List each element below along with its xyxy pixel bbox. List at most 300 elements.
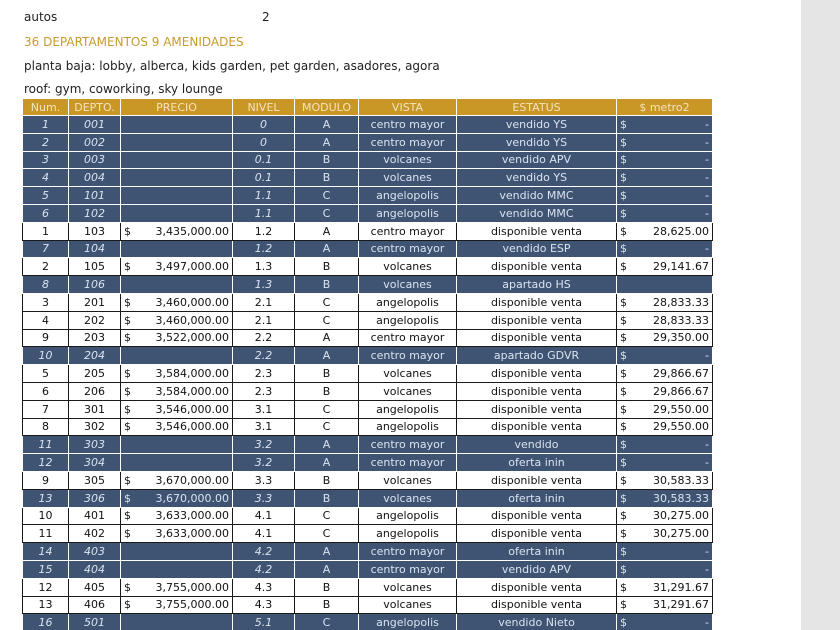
cell-num: 2 [23,133,69,151]
cell-num: 6 [23,382,69,400]
cell-num: 1 [23,222,69,240]
cell-num: 7 [23,400,69,418]
cell-precio [121,116,233,134]
cell-estatus: disponible venta [457,471,617,489]
cell-estatus: apartado HS [457,276,617,294]
cell-nivel: 4.2 [233,543,295,561]
price-value: 3,755,000.00 [155,580,229,594]
cell-estatus: disponible venta [457,382,617,400]
table-row [23,471,713,489]
price-value: 3,633,000.00 [155,527,229,541]
currency-symbol: $ [620,367,627,381]
currency-symbol: $ [620,135,627,149]
currency-symbol: $ [620,616,627,630]
table-row [23,454,713,472]
currency-symbol: $ [620,242,627,256]
cell-precio [121,471,233,489]
cell-precio [121,418,233,436]
cell-metro2 [617,258,713,276]
cell-precio [121,311,233,329]
table-row [23,525,713,543]
metro2-value: - [705,562,709,576]
price-value: 3,633,000.00 [155,509,229,523]
currency-symbol: $ [124,384,131,398]
cell-nivel: 4.3 [233,596,295,614]
table-row [23,560,713,578]
cell-metro2 [617,436,713,454]
cell-nivel: 4.1 [233,507,295,525]
col-header-precio: PRECIO [121,99,233,116]
cell-estatus: vendido APV [457,560,617,578]
cell-metro2 [617,543,713,561]
cell-vista: volcanes [359,258,457,276]
cell-precio [121,222,233,240]
cell-vista: centro mayor [359,347,457,365]
cell-num: 11 [23,436,69,454]
currency-symbol: $ [620,562,627,576]
cell-modulo: A [295,329,359,347]
cell-metro2 [617,507,713,525]
cell-num: 12 [23,578,69,596]
table-row [23,614,713,630]
cell-precio [121,614,233,630]
currency-symbol: $ [620,331,627,345]
metro2-value: 29,550.00 [653,420,709,434]
cell-modulo: B [295,578,359,596]
currency-symbol: $ [620,153,627,167]
apartments-table [22,98,713,630]
cell-num: 10 [23,347,69,365]
currency-symbol: $ [124,295,131,309]
cell-vista: volcanes [359,169,457,187]
cell-vista: volcanes [359,382,457,400]
cell-depto: 204 [69,347,121,365]
currency-symbol: $ [620,117,627,131]
cell-precio [121,596,233,614]
cell-vista: centro mayor [359,436,457,454]
cell-depto: 101 [69,187,121,205]
cell-metro2 [617,311,713,329]
table-header-row [23,99,713,116]
table-row [23,204,713,222]
metro2-value: - [705,456,709,470]
cell-nivel: 4.2 [233,560,295,578]
currency-symbol: $ [124,580,131,594]
cell-num: 1 [23,116,69,134]
metro2-value: - [705,117,709,131]
cell-modulo: C [295,293,359,311]
cell-depto: 406 [69,596,121,614]
cell-vista: angelopolis [359,400,457,418]
currency-symbol: $ [620,206,627,220]
cell-modulo: B [295,471,359,489]
cell-estatus: disponible venta [457,311,617,329]
cell-depto: 202 [69,311,121,329]
cell-depto: 106 [69,276,121,294]
cell-num: 12 [23,454,69,472]
table-row [23,400,713,418]
cell-nivel: 4.1 [233,525,295,543]
cell-nivel: 3.3 [233,471,295,489]
currency-symbol: $ [124,331,131,345]
cell-estatus: vendido YS [457,133,617,151]
cell-metro2 [617,525,713,543]
cell-estatus: vendido MMC [457,204,617,222]
cell-nivel: 5.1 [233,614,295,630]
cell-nivel: 2.3 [233,365,295,383]
cell-estatus: disponible venta [457,578,617,596]
cell-modulo: B [295,382,359,400]
metro2-value: 28,625.00 [653,224,709,238]
cell-modulo: B [295,276,359,294]
cell-depto: 306 [69,489,121,507]
cell-nivel: 1.1 [233,187,295,205]
cell-estatus: oferta inin [457,454,617,472]
cell-depto: 001 [69,116,121,134]
table-row [23,347,713,365]
metro2-value: 28,833.33 [653,313,709,327]
cell-estatus: vendido APV [457,151,617,169]
cell-num: 6 [23,204,69,222]
cell-num: 3 [23,293,69,311]
price-value: 3,670,000.00 [155,473,229,487]
cell-modulo: C [295,614,359,630]
currency-symbol: $ [620,189,627,203]
currency-symbol: $ [124,224,131,238]
cell-num: 4 [23,311,69,329]
price-value: 3,460,000.00 [155,295,229,309]
cell-vista: centro mayor [359,329,457,347]
cell-modulo: C [295,507,359,525]
cell-num: 5 [23,187,69,205]
currency-symbol: $ [620,456,627,470]
col-header-nivel: NIVEL [233,99,295,116]
table-row [23,578,713,596]
cell-metro2 [617,151,713,169]
cell-nivel: 0 [233,133,295,151]
cell-modulo: C [295,187,359,205]
cell-nivel: 0.1 [233,169,295,187]
currency-symbol: $ [620,598,627,612]
currency-symbol: $ [620,349,627,363]
cell-num: 8 [23,418,69,436]
cell-precio [121,454,233,472]
cell-metro2 [617,382,713,400]
cell-vista: angelopolis [359,293,457,311]
cell-estatus: disponible venta [457,258,617,276]
table-row [23,507,713,525]
cell-nivel: 2.2 [233,347,295,365]
cell-precio [121,276,233,294]
side-panel [801,0,840,630]
cell-depto: 405 [69,578,121,596]
cell-estatus: vendido [457,436,617,454]
cell-depto: 403 [69,543,121,561]
col-header-depto: DEPTO. [69,99,121,116]
cell-metro2 [617,400,713,418]
metro2-value: 29,866.67 [653,367,709,381]
cell-num: 3 [23,151,69,169]
cell-metro2 [617,489,713,507]
cell-num: 9 [23,329,69,347]
cell-metro2 [617,222,713,240]
cell-nivel: 0.1 [233,151,295,169]
cell-estatus: oferta inin [457,543,617,561]
cell-precio [121,204,233,222]
price-value: 3,522,000.00 [155,331,229,345]
cell-num: 7 [23,240,69,258]
metro2-value: - [705,153,709,167]
cell-precio [121,151,233,169]
cell-vista: centro mayor [359,240,457,258]
cell-depto: 206 [69,382,121,400]
cell-nivel: 2.3 [233,382,295,400]
col-header-num: Num. [23,99,69,116]
metro2-value: 30,583.33 [653,473,709,487]
metro2-value: 30,583.33 [653,491,709,505]
cell-estatus: vendido YS [457,116,617,134]
cell-precio [121,365,233,383]
cell-metro2 [617,471,713,489]
cell-modulo: B [295,169,359,187]
cell-estatus: disponible venta [457,293,617,311]
cell-num: 8 [23,276,69,294]
cell-estatus: disponible venta [457,365,617,383]
price-value: 3,546,000.00 [155,402,229,416]
cell-vista: angelopolis [359,311,457,329]
cell-precio [121,133,233,151]
price-value: 3,755,000.00 [155,598,229,612]
currency-symbol: $ [620,384,627,398]
cell-vista: centro mayor [359,560,457,578]
cell-precio [121,187,233,205]
table-row [23,222,713,240]
cell-depto: 205 [69,365,121,383]
cell-modulo: C [295,311,359,329]
cell-nivel: 2.1 [233,311,295,329]
cell-precio [121,560,233,578]
cell-modulo: A [295,347,359,365]
currency-symbol: $ [124,367,131,381]
cell-num: 16 [23,614,69,630]
metro2-value: 29,350.00 [653,331,709,345]
price-value: 3,584,000.00 [155,367,229,381]
col-header-estatus: ESTATUS [457,99,617,116]
cell-modulo: C [295,525,359,543]
metro2-value: 31,291.67 [653,580,709,594]
cell-nivel: 1.3 [233,258,295,276]
cell-nivel: 2.1 [233,293,295,311]
cell-nivel: 4.3 [233,578,295,596]
table-row [23,293,713,311]
cell-modulo: B [295,365,359,383]
table-row [23,187,713,205]
cell-nivel: 0 [233,116,295,134]
table-row [23,329,713,347]
metro2-value: - [705,242,709,256]
cell-metro2 [617,276,713,294]
table-body [23,116,713,630]
cell-estatus: disponible venta [457,507,617,525]
table-row [23,276,713,294]
currency-symbol: $ [620,420,627,434]
currency-symbol: $ [620,527,627,541]
metro2-value: - [705,135,709,149]
table-row [23,436,713,454]
cell-nivel: 3.1 [233,418,295,436]
currency-symbol: $ [124,491,131,505]
summary-heading: 36 DEPARTAMENTOS 9 AMENIDADES [24,35,244,49]
cell-vista: angelopolis [359,204,457,222]
cell-depto: 105 [69,258,121,276]
currency-symbol: $ [124,313,131,327]
autos-value: 2 [262,10,270,24]
cell-precio [121,258,233,276]
cell-estatus: disponible venta [457,596,617,614]
table-row [23,418,713,436]
cell-vista: volcanes [359,578,457,596]
currency-symbol: $ [124,527,131,541]
cell-nivel: 3.1 [233,400,295,418]
metro2-value: 28,833.33 [653,295,709,309]
table-row [23,311,713,329]
cell-estatus: vendido Nieto [457,614,617,630]
cell-modulo: A [295,454,359,472]
cell-modulo: A [295,436,359,454]
table-row [23,365,713,383]
cell-estatus: disponible venta [457,400,617,418]
cell-modulo: C [295,204,359,222]
cell-estatus: vendido MMC [457,187,617,205]
cell-precio [121,489,233,507]
metro2-value: - [705,171,709,185]
cell-nivel: 3.3 [233,489,295,507]
cell-nivel: 3.2 [233,454,295,472]
cell-nivel: 1.2 [233,222,295,240]
cell-vista: volcanes [359,365,457,383]
metro2-value: 29,866.67 [653,384,709,398]
cell-vista: volcanes [359,151,457,169]
cell-precio [121,436,233,454]
cell-depto: 102 [69,204,121,222]
cell-depto: 002 [69,133,121,151]
autos-label: autos [24,10,58,24]
cell-modulo: B [295,489,359,507]
table-row [23,543,713,561]
currency-symbol: $ [620,491,627,505]
cell-num: 10 [23,507,69,525]
price-value: 3,584,000.00 [155,384,229,398]
table-row [23,240,713,258]
table-row [23,133,713,151]
cell-vista: centro mayor [359,116,457,134]
table-row [23,169,713,187]
price-value: 3,546,000.00 [155,420,229,434]
cell-vista: volcanes [359,276,457,294]
table-row [23,382,713,400]
cell-depto: 303 [69,436,121,454]
cell-modulo: C [295,400,359,418]
col-header-metro2: $ metro2 [617,99,713,116]
cell-metro2 [617,596,713,614]
cell-depto: 305 [69,471,121,489]
cell-nivel: 1.1 [233,204,295,222]
currency-symbol: $ [124,473,131,487]
cell-metro2 [617,560,713,578]
table-row [23,116,713,134]
cell-metro2 [617,614,713,630]
cell-estatus: vendido ESP [457,240,617,258]
cell-metro2 [617,454,713,472]
currency-symbol: $ [124,509,131,523]
table-row [23,596,713,614]
currency-symbol: $ [620,295,627,309]
cell-metro2 [617,418,713,436]
currency-symbol: $ [620,580,627,594]
cell-vista: centro mayor [359,222,457,240]
ground-floor-amenities: planta baja: lobby, alberca, kids garden, pet garden, asadores, agora [24,59,440,73]
cell-precio [121,293,233,311]
cell-num: 2 [23,258,69,276]
roof-amenities: roof: gym, coworking, sky lounge [24,82,223,96]
cell-depto: 203 [69,329,121,347]
cell-vista: angelopolis [359,525,457,543]
cell-num: 14 [23,543,69,561]
cell-num: 4 [23,169,69,187]
currency-symbol: $ [124,420,131,434]
cell-estatus: apartado GDVR [457,347,617,365]
table-row [23,258,713,276]
cell-num: 5 [23,365,69,383]
cell-precio [121,382,233,400]
cell-depto: 404 [69,560,121,578]
cell-metro2 [617,116,713,134]
currency-symbol: $ [620,171,627,185]
currency-symbol: $ [620,473,627,487]
cell-nivel: 1.2 [233,240,295,258]
cell-modulo: A [295,116,359,134]
price-value: 3,435,000.00 [155,224,229,238]
cell-vista: volcanes [359,596,457,614]
metro2-value: 29,141.67 [653,260,709,274]
cell-nivel: 3.2 [233,436,295,454]
currency-symbol: $ [620,438,627,452]
cell-estatus: oferta inin [457,489,617,507]
currency-symbol: $ [620,224,627,238]
cell-vista: angelopolis [359,187,457,205]
cell-estatus: disponible venta [457,418,617,436]
col-header-vista: VISTA [359,99,457,116]
cell-depto: 402 [69,525,121,543]
cell-depto: 401 [69,507,121,525]
price-value: 3,460,000.00 [155,313,229,327]
cell-metro2 [617,187,713,205]
metro2-value: - [705,545,709,559]
cell-metro2 [617,169,713,187]
metro2-value: - [705,189,709,203]
currency-symbol: $ [620,313,627,327]
cell-precio [121,543,233,561]
cell-nivel: 1.3 [233,276,295,294]
cell-num: 9 [23,471,69,489]
cell-metro2 [617,293,713,311]
cell-modulo: A [295,560,359,578]
metro2-value: 30,275.00 [653,527,709,541]
cell-metro2 [617,365,713,383]
cell-num: 15 [23,560,69,578]
cell-depto: 004 [69,169,121,187]
cell-depto: 201 [69,293,121,311]
